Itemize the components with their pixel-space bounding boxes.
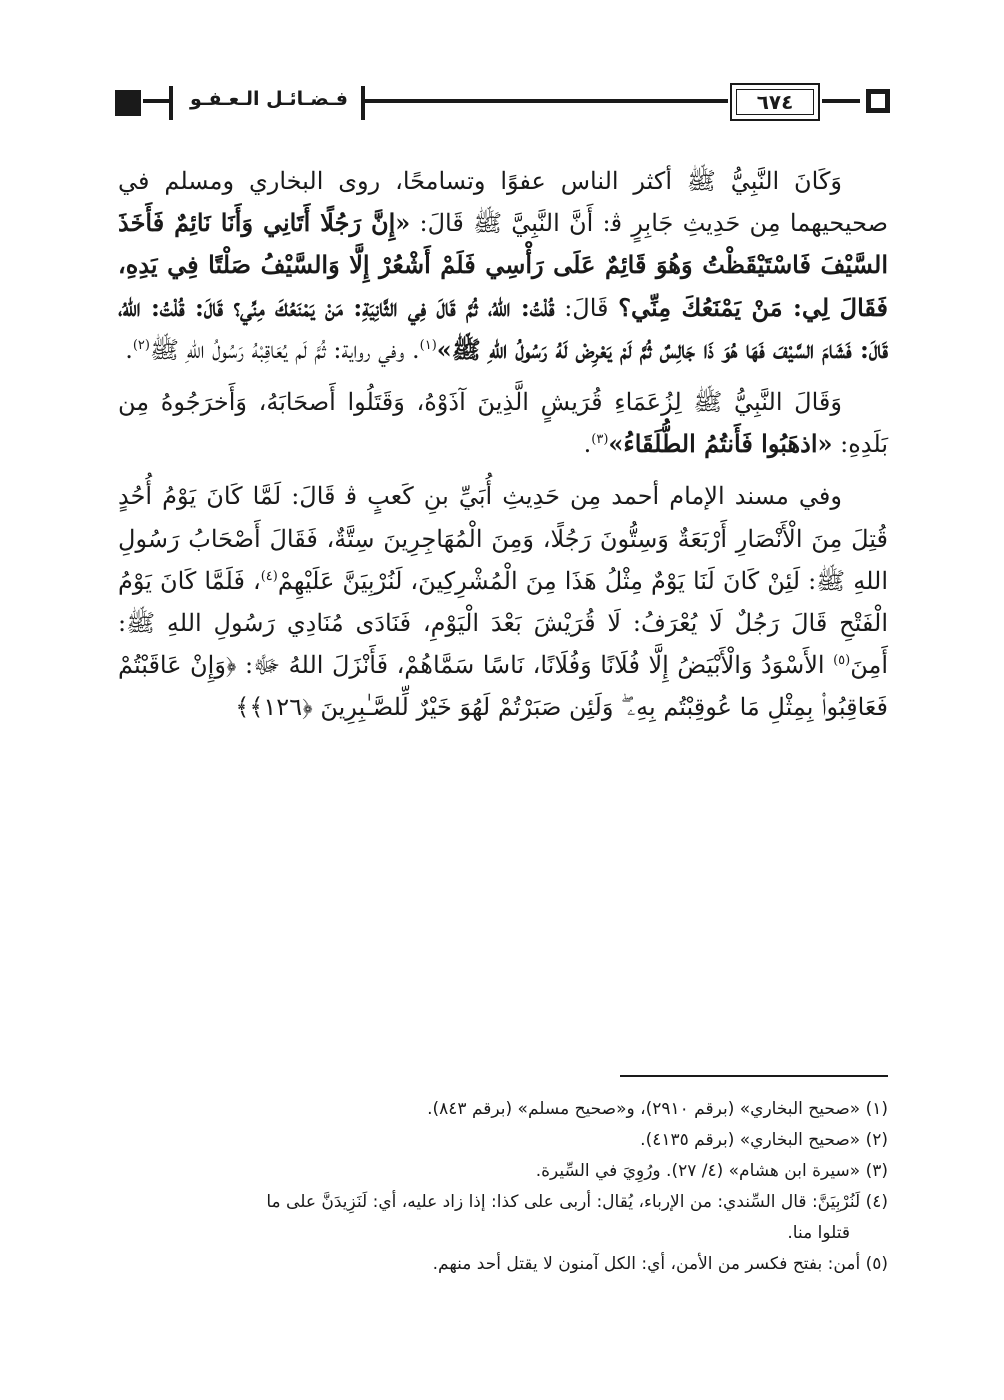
footnote-ref: (٢) xyxy=(132,337,150,353)
text-run: وَكَانَ النَّبِيُّ ﷺ أكثر الناس عفوًا وتسامحًا، روى البخاري ومسلم في صحيحيهما مِن حَدِيثِ جَابِرٍ ﭬ: أَنَّ النَّبِيَّ ﷺ قَالَ: xyxy=(118,167,888,238)
page-number-frame xyxy=(730,83,820,121)
footnote-ref: (٥) xyxy=(833,653,851,669)
text-run: ، فَلَمَّا كَانَ يَوْمُ الْفَتْحِ قَالَ رَجُلٌ لَا يُعْرَفُ: لَا قُرَيْشَ بَعْدَ الْيَوْمِ، فَنَادَى مُنَادِي رَسُولِ اللهِ ﷺ: أَمِنَ xyxy=(118,566,888,680)
page-number: ٦٧٤ xyxy=(756,90,794,114)
footnote-ref: (٤) xyxy=(260,568,278,584)
header-divider xyxy=(169,86,173,120)
paragraph xyxy=(118,475,888,728)
footnote xyxy=(118,1187,888,1249)
text-run: وَقَالَ النَّبِيُّ ﷺ لِزُعَمَاءِ قُرَيشٍ الَّذِينَ آذَوْهُ، وَقَتَلُوا أَصحَابَهُ، وَأَخرَجُوهُ مِن بَلَدِهِ: xyxy=(118,388,888,459)
footnote-number: (٥) xyxy=(865,1254,888,1274)
footnote-text: «صحيح البخاري» (برقم ٤١٣٥). xyxy=(640,1130,861,1150)
text-run: . وفي رواية: ثُمَّ لَم يُعَاقِبْهُ رَسُولُ اللهِ ﷺ xyxy=(149,335,420,364)
header-divider xyxy=(361,86,365,120)
footnotes xyxy=(118,1094,888,1280)
footnote-ref: (١) xyxy=(419,337,437,353)
footnote xyxy=(118,1156,888,1187)
footnote-number: (٤) xyxy=(865,1192,888,1212)
paragraph xyxy=(118,381,888,465)
text-run: . xyxy=(583,430,592,459)
footnote-number: (١) xyxy=(865,1099,888,1119)
footnote-text: أمن: بفتح فكسر من الأمن، أي: الكل آمنون لا يقتل أحد منهم. xyxy=(432,1254,861,1274)
header-rule xyxy=(365,99,728,103)
header-left-square-ornament xyxy=(115,90,141,116)
footnote xyxy=(118,1249,888,1280)
footnote xyxy=(118,1125,888,1156)
header-right-square-ornament xyxy=(866,89,890,113)
hadith-quote: «إِنَّ رَجُلًا أَتَانِي وَأَنَا نَائِمٌ فَأَخَذَ السَّيْفَ فَاسْتَيْقَظْتُ وَهُوَ قَائِمٌ عَلَى رَأْسِي فَلَمْ أَشْعُرْ إِلَّا وَالسَّيْفُ صَلْتًا فِي يَدِهِ، فَقَالَ لِي: مَنْ يَمْنَعُكَ مِنِّي؟ xyxy=(118,208,888,322)
main-text xyxy=(118,160,888,729)
page-header xyxy=(115,82,890,126)
paragraph xyxy=(118,160,888,371)
footnote-separator xyxy=(620,1075,888,1077)
footnote-number: (٣) xyxy=(865,1161,888,1181)
running-chapter-title: فـضـائـل الـعـفـو xyxy=(190,88,348,110)
text-run: قَالَ: xyxy=(554,293,619,322)
header-rule xyxy=(143,99,169,103)
footnote xyxy=(118,1094,888,1125)
hadith-quote: «اذهَبُوا فَأَنتُمُ الطُّلَقَاءُ» xyxy=(608,429,833,459)
text-run: . xyxy=(125,335,133,364)
hadith-quote: قُلْتُ: اللهُ، ثُمَّ قَالَ فِي الثَّانِيَةِ: مَنْ يَمْنَعُكَ مِنِّي؟ قَالَ: قُلْتُ: اللهُ، قَالَ: فَشَامَ السَّيْفَ فَهَا هُوَ ذَا جَالِسٌ ثُمَّ لَمْ يَعْرِضْ لَهُ رَسُولُ اللهِ ﷺ» xyxy=(118,292,888,364)
footnote-ref: (٣) xyxy=(591,432,609,448)
text-run: وفي مسند الإمام أحمد مِن حَدِيثِ أُبَيِّ بنِ كَعبٍ ﭬ قَالَ: لَمَّا كَانَ يَوْمُ أُحُدٍ قُتِلَ مِنَ الْأَنْصَارِ أَرْبَعَةٌ وَسِتُّونَ رَجُلًا، وَمِنَ الْمُهَاجِرِينَ سِتَّةٌ، فَقَالَ أَصْحَابُ رَسُولِ اللهِ ﷺ: لَئِنْ كَانَ لَنَا يَوْمٌ مِثْلُ هَذَا مِنَ الْمُشْرِكِينَ، لَنُرْبِيَنَّ عَلَيْهِمْ xyxy=(118,482,888,595)
footnote-number: (٢) xyxy=(865,1130,888,1150)
footnote-text-continuation: قتلوا منا. xyxy=(787,1223,850,1243)
text-run: الأَسْوَدُ وَالْأَبْيَضُ إِلَّا فُلَانًا وَفُلَانًا، نَاسًا سَمَّاهُمْ، فَأَنْزَلَ اللهُ ﷻ: ﴿وَإِنْ عَاقَبْتُمْ فَعَاقِبُوا۟ بِمِثْلِ مَا عُوقِبْتُم بِهِۦ ۖ وَلَئِن صَبَرْتُمْ لَهُوَ خَيْرٌ لِّلصَّـٰبِرِينَ ﴿١٢٦﴾﴾ xyxy=(118,651,888,722)
header-rule xyxy=(822,99,860,103)
footnote-text: «سيرة ابن هشام» (٤/ ٢٧). ورُوِيَ في السِّيرة. xyxy=(535,1161,861,1181)
footnote-text: «صحيح البخاري» (برقم ٢٩١٠)، و«صحيح مسلم» (برقم ٨٤٣). xyxy=(427,1099,861,1119)
footnote-text: لَنُرْبِيَنَّ: قال السِّندي: من الإرباء، يُقال: أربى على كذا: إذا زاد عليه، أي: لَنَزِيدَنَّ على ما xyxy=(266,1192,861,1212)
